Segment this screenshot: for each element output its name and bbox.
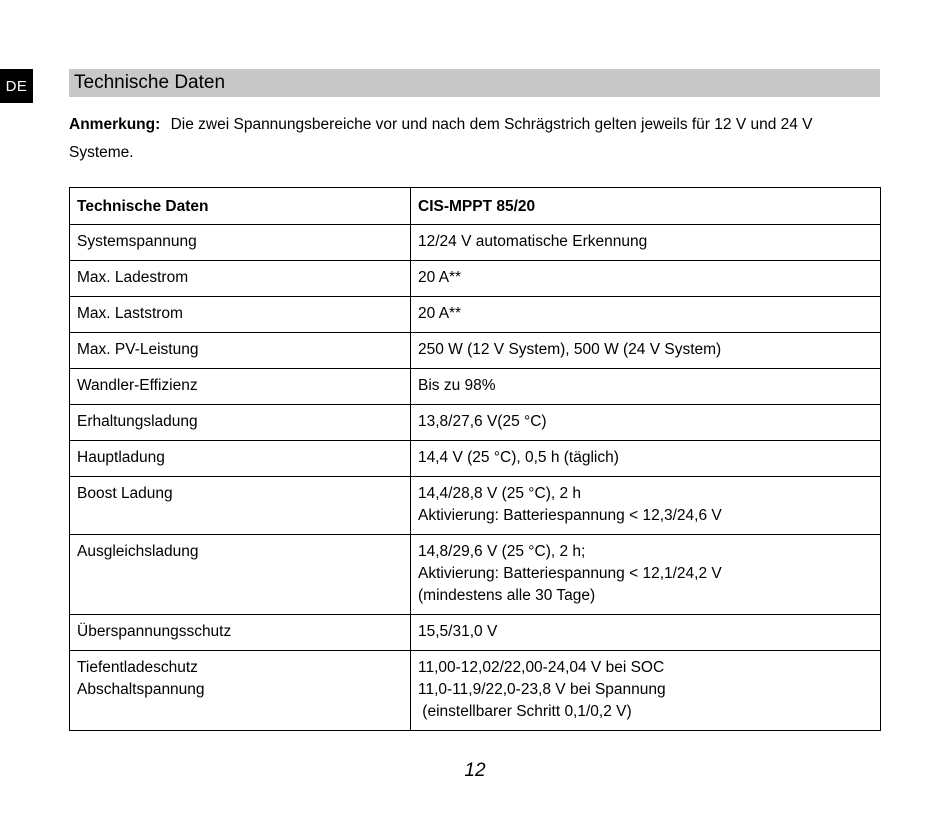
spec-table bbox=[69, 187, 881, 731]
spec-label-line: Boost Ladung bbox=[77, 485, 173, 502]
spec-value-cell bbox=[411, 441, 881, 477]
spec-value-line: 14,4/28,8 V (25 °C), 2 h bbox=[418, 485, 582, 502]
spec-value-cell bbox=[411, 297, 881, 333]
spec-label-line: Erhaltungsladung bbox=[77, 413, 198, 430]
spec-label-line: Tiefentladeschutz bbox=[77, 659, 198, 676]
spec-value-line: Aktivierung: Batteriespannung < 12,1/24,2 V bbox=[418, 565, 722, 582]
spec-value-line: 12/24 V automatische Erkennung bbox=[418, 233, 648, 250]
spec-label-line: Hauptladung bbox=[77, 449, 165, 466]
spec-value-cell bbox=[411, 369, 881, 405]
table-row bbox=[70, 333, 881, 369]
spec-label-cell bbox=[70, 477, 411, 535]
spec-value-cell bbox=[411, 333, 881, 369]
note-paragraph bbox=[69, 111, 874, 167]
table-header-row bbox=[70, 188, 881, 225]
spec-value-line: 13,8/27,6 V(25 °C) bbox=[418, 413, 547, 430]
spec-value-line: 14,4 V (25 °C), 0,5 h (täglich) bbox=[418, 449, 619, 466]
spec-value-cell bbox=[411, 405, 881, 441]
spec-label-cell bbox=[70, 405, 411, 441]
spec-value-cell bbox=[411, 615, 881, 651]
language-tab: DE bbox=[0, 69, 33, 103]
spec-value-line: (einstellbarer Schritt 0,1/0,2 V) bbox=[418, 703, 632, 720]
spec-value-line: 11,0-11,9/22,0-23,8 V bei Spannung bbox=[418, 681, 666, 698]
spec-label-line: Abschaltspannung bbox=[77, 681, 205, 698]
table-row bbox=[70, 405, 881, 441]
spec-label-cell bbox=[70, 651, 411, 731]
spec-value-cell bbox=[411, 535, 881, 615]
spec-label-cell bbox=[70, 615, 411, 651]
spec-label-line: Überspannungsschutz bbox=[77, 623, 232, 640]
spec-value-line: 250 W (12 V System), 500 W (24 V System) bbox=[418, 341, 722, 358]
spec-value-cell bbox=[411, 651, 881, 731]
spec-label-line: Max. Laststrom bbox=[77, 305, 183, 322]
spec-label-cell bbox=[70, 535, 411, 615]
spec-value-cell bbox=[411, 225, 881, 261]
note-label: Anmerkung: bbox=[69, 116, 161, 133]
table-row bbox=[70, 477, 881, 535]
table-row bbox=[70, 535, 881, 615]
spec-label-cell bbox=[70, 261, 411, 297]
spec-label-line: Max. PV-Leistung bbox=[77, 341, 199, 358]
spec-label-cell bbox=[70, 297, 411, 333]
table-row bbox=[70, 615, 881, 651]
spec-value-line: 11,00-12,02/22,00-24,04 V bei SOC bbox=[418, 659, 665, 676]
table-row bbox=[70, 651, 881, 731]
header-cell-label: Technische Daten bbox=[70, 188, 411, 225]
spec-label-cell bbox=[70, 369, 411, 405]
spec-table-body bbox=[70, 225, 881, 731]
section-title: Technische Daten bbox=[69, 69, 880, 97]
spec-value-line: 20 A** bbox=[418, 305, 462, 322]
table-row bbox=[70, 225, 881, 261]
table-row bbox=[70, 369, 881, 405]
note-text: Die zwei Spannungsbereiche vor und nach dem Schrägstrich gelten jeweils für 12 V und 24 V Systeme. bbox=[69, 116, 813, 161]
table-row bbox=[70, 261, 881, 297]
spec-value-cell bbox=[411, 477, 881, 535]
spec-value-line: 20 A** bbox=[418, 269, 462, 286]
spec-label-line: Systemspannung bbox=[77, 233, 197, 250]
spec-label-line: Wandler-Effizienz bbox=[77, 377, 198, 394]
spec-value-line: Aktivierung: Batteriespannung < 12,3/24,6 V bbox=[418, 507, 722, 524]
spec-label-line: Ausgleichsladung bbox=[77, 543, 199, 560]
spec-label-cell bbox=[70, 441, 411, 477]
header-cell-model: CIS-MPPT 85/20 bbox=[411, 188, 881, 225]
page-number: 12 bbox=[464, 760, 486, 781]
spec-label-cell bbox=[70, 333, 411, 369]
table-row bbox=[70, 297, 881, 333]
spec-label-line: Max. Ladestrom bbox=[77, 269, 189, 286]
spec-label-cell bbox=[70, 225, 411, 261]
spec-value-line: 14,8/29,6 V (25 °C), 2 h; bbox=[418, 543, 586, 560]
spec-value-line: (mindestens alle 30 Tage) bbox=[418, 587, 596, 604]
table-row bbox=[70, 441, 881, 477]
spec-value-line: Bis zu 98% bbox=[418, 377, 496, 394]
spec-value-cell bbox=[411, 261, 881, 297]
spec-value-line: 15,5/31,0 V bbox=[418, 623, 498, 640]
